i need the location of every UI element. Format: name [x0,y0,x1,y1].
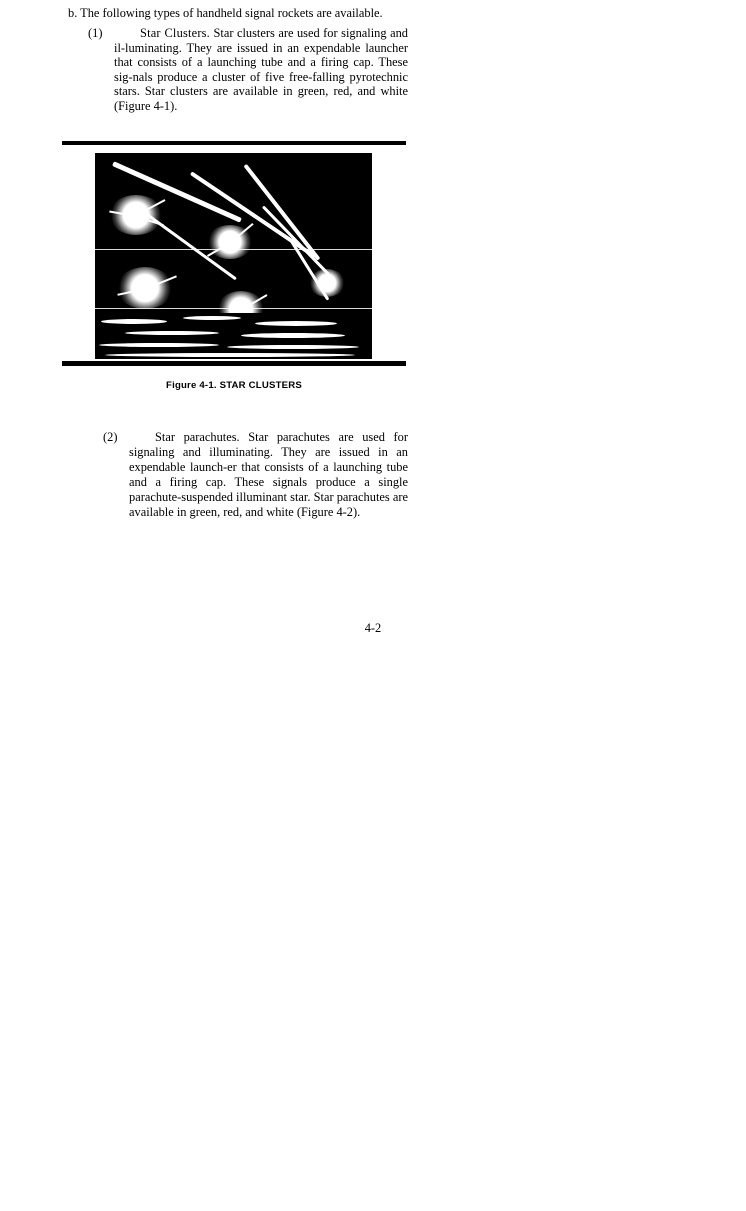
streak-3 [243,164,320,261]
streak-4 [262,205,331,276]
star-clusters-illustration [95,153,372,359]
figure-bottom-rule [62,361,406,366]
list-item-2-text: Star parachutes are used for signaling and illuminating. They are issued in an expendable launch-er that consists of a launching tube and a firing cap. These signals produce a single parachute-suspended illuminant star. Star parachutes are available in green, red, and white (Figure 4-2). [129,430,408,519]
list-item-1-text: Star clusters are used for signaling and il-luminating. They are issued in an expendable launcher that consists of a launching tube and a firing cap. These sig-nals produce a cluster of five free-falling pyrotechnic stars. Star clusters are available in green, red, and white (Figure 4-1). [114,26,408,113]
list-item-1 [88,26,408,114]
figure-4-1 [62,141,406,391]
ground-wave-2 [183,316,241,320]
list-item-1-body [114,26,408,114]
burst-5 [309,269,345,297]
list-item-2 [103,430,408,520]
ground-wave-1 [101,319,167,324]
figure-caption: Figure 4-1. STAR CLUSTERS [166,380,302,391]
paragraph-b: b. The following types of handheld signal rockets are available. [68,6,383,20]
ground-wave-5 [241,333,345,338]
ground-wave-6 [99,343,219,347]
illustration-ground [95,313,372,359]
list-item-1-marker: (1) [88,26,103,40]
ground-wave-3 [255,321,337,326]
list-item-2-lead: Star parachutes. [155,430,240,444]
ground-wave-7 [227,345,359,349]
list-item-2-body [129,430,408,520]
page-number: 4-2 [364,621,382,635]
ground-wave-4 [125,331,219,335]
figure-top-rule [62,141,406,145]
list-item-1-lead: Star Clusters. [140,26,210,40]
ground-wave-8 [105,353,355,357]
list-item-2-marker: (2) [103,430,118,444]
